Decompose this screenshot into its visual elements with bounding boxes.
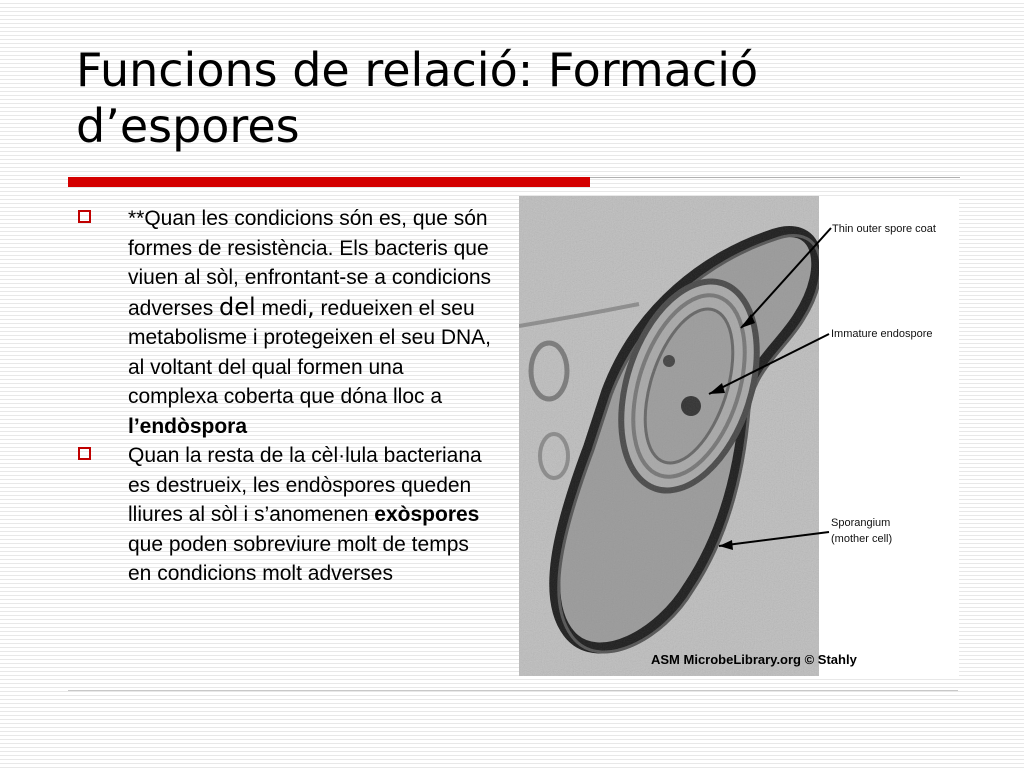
bottom-rule xyxy=(68,690,958,691)
square-bullet-icon xyxy=(78,210,91,223)
bullet-1-text-big-b: , xyxy=(307,292,315,321)
label-outer-spore-coat: Thin outer spore coat xyxy=(832,223,936,235)
endospore-micrograph xyxy=(519,196,959,676)
label-sporangium: Sporangium xyxy=(831,517,891,529)
title-underline-grey xyxy=(590,177,960,178)
label-immature-endospore: Immature endospore xyxy=(831,328,933,340)
micrograph-image xyxy=(519,196,959,676)
bullet-1-text-b: medi xyxy=(255,296,308,320)
label-mother-cell: (mother cell) xyxy=(831,533,893,545)
bullet-list xyxy=(78,204,498,589)
bullet-2-bold-term: exòspores xyxy=(374,503,480,526)
bullet-item-2 xyxy=(78,441,498,589)
image-credit: ASM MicrobeLibrary.org © Stahly xyxy=(651,652,857,667)
bullet-2-text-b: que poden sobreviure molt de temps en condicions molt adverses xyxy=(128,532,469,585)
label-panel xyxy=(819,196,959,676)
slide-title: Funcions de relació: Formació d’espores xyxy=(76,43,759,153)
bullet-2-text-a: Quan la resta de la cèl·lula bacteriana es destrueix, les endòspores queden lliures al sòl i s’anomenen xyxy=(128,444,482,526)
bullet-1-bold-term: l’endòspora xyxy=(128,414,248,438)
title-underline-red xyxy=(68,177,590,187)
bullet-1-text-big-a: del xyxy=(219,292,256,321)
bullet-1-text-a: **Quan les condicions són es, que són formes de resistència. Els bacteris que viuen al sòl, enfrontant-se a condicions adverses xyxy=(128,207,492,320)
square-bullet-icon xyxy=(78,447,91,460)
bullet-item-1 xyxy=(78,204,498,441)
bullet-1-text-c: redueixen el seu metabolisme i protegeixen el seu DNA, al voltant del qual formen una complexa coberta que dóna lloc a xyxy=(128,296,492,408)
